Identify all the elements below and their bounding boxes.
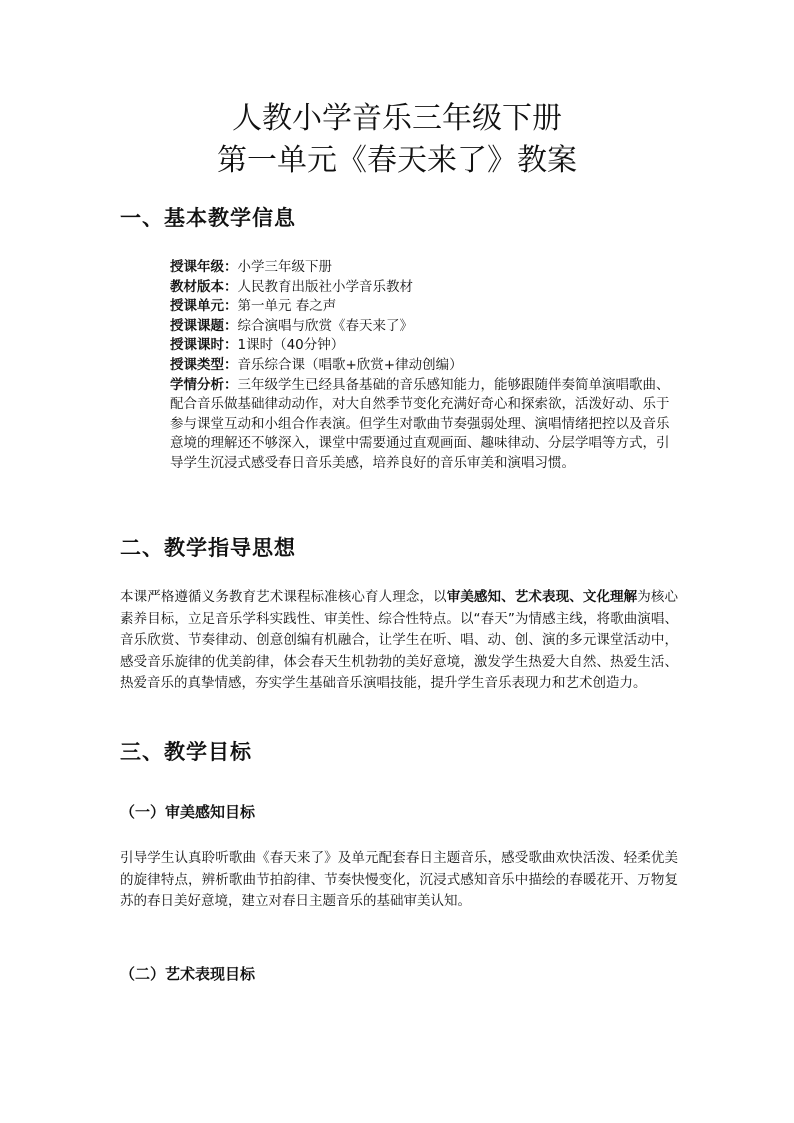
- section2-text-bold: 审美感知、艺术表现、文化理解: [446, 589, 638, 605]
- info-textbook-value: 人民教育出版社小学音乐教材: [237, 278, 413, 295]
- info-textbook-key: 教材版本：: [170, 278, 238, 295]
- info-analysis-value: 三年级学生已经具备基础的音乐感知能力，能够跟随伴奏简单演唱歌曲、配合音乐做基础律动动作，对大自然季节变化充满好奇心和探索欲，活泼好动、乐于参与课堂互动和小组合作表演。但学生对歌曲节奏强弱处理、演唱情绪把控以及音乐意境的理解还不够深入，课堂中需要通过直观画面、趣味律动、分层学唱等方式，引导学生沉浸式感受春日音乐美感，培养良好的音乐审美和演唱习惯。: [170, 376, 670, 471]
- info-type: [170, 356, 680, 376]
- info-unit: [170, 297, 680, 317]
- info-type-key: 授课类型：: [170, 356, 238, 373]
- info-analysis-key: 学情分析：: [170, 376, 238, 393]
- section1-heading: 一、基本教学信息: [120, 206, 296, 230]
- section2-paragraph: [120, 587, 678, 695]
- info-topic-value: 综合演唱与欣赏《春天来了》: [237, 317, 413, 334]
- info-topic: [170, 317, 680, 337]
- info-hours: [170, 336, 680, 356]
- section2-text-a: 本课严格遵循义务教育艺术课程标准核心育人理念，以: [120, 589, 447, 605]
- section3-sub1-paragraph: 引导学生认真聆听歌曲《春天来了》及单元配套春日主题音乐，感受歌曲欢快活泼、轻柔优美的旋律特点，辨析歌曲节拍韵律、节奏快慢变化，沉浸式感知音乐中描绘的春暖花开、万物复苏的春日美好意境，建立对春日主题音乐的基础审美认知。: [120, 850, 678, 909]
- section3-sub1-heading: （一）审美感知目标: [120, 803, 256, 821]
- info-analysis: [170, 376, 680, 474]
- info-type-value: 音乐综合课（唱歌+欣赏+律动创编）: [237, 356, 463, 373]
- info-unit-value: 第一单元 春之声: [237, 298, 337, 315]
- info-grade: [170, 258, 680, 278]
- document-title-line2: 第一单元《春天来了》教案: [217, 143, 577, 178]
- basic-info-list: [170, 258, 680, 474]
- document-title-line1: 人教小学音乐三年级下册: [232, 101, 562, 136]
- info-grade-key: 授课年级：: [170, 259, 238, 275]
- info-topic-key: 授课课题：: [170, 317, 238, 334]
- section2-heading: 二、教学指导思想: [120, 536, 296, 560]
- info-textbook: [170, 278, 680, 298]
- info-grade-value: 小学三年级下册: [237, 259, 332, 275]
- section3-sub2-heading: （二）艺术表现目标: [120, 965, 256, 983]
- info-unit-key: 授课单元：: [170, 298, 238, 315]
- section3-heading: 三、教学目标: [120, 740, 252, 764]
- info-hours-key: 授课课时：: [170, 337, 238, 354]
- info-hours-value: 1课时（40分钟）: [237, 337, 345, 354]
- section2-text-b: 为核心素养目标，立足音乐学科实践性、审美性、综合性特点。以“春天”为情感主线，将歌曲演唱、音乐欣赏、节奏律动、创意创编有机融合，让学生在听、唱、动、创、演的多元课堂活动中，感受音乐旋律的优美韵律，体会春天生机勃勃的美好意境，激发学生热爱大自然、热爱生活、热爱音乐的真挚情感，夯实学生基础音乐演唱技能，提升学生音乐表现力和艺术创造力。: [120, 589, 679, 691]
